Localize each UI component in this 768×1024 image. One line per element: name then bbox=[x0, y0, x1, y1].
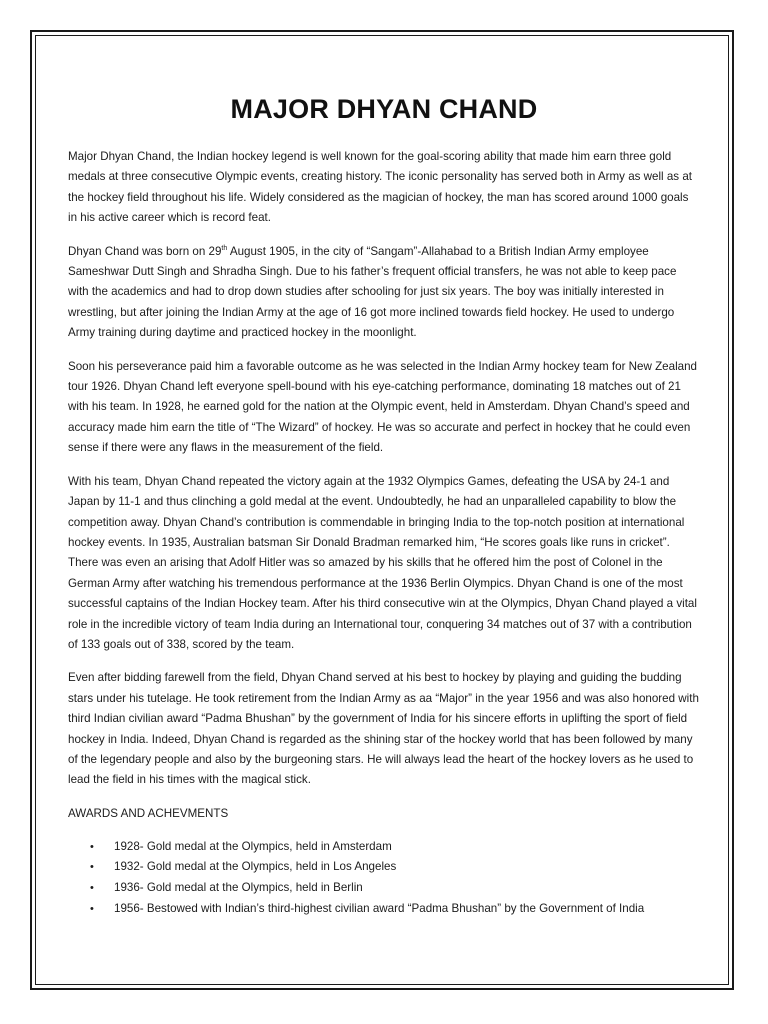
awards-heading: AWARDS AND ACHEVMENTS bbox=[68, 806, 229, 820]
award-text: 1936- Gold medal at the Olympics, held in Berlin bbox=[114, 880, 363, 894]
paragraph-intro: Major Dhyan Chand, the Indian hockey legend is well known for the goal-scoring ability that made him earn three gold medals at three consecutive Olympic events, creating history. The iconic personality has served both in Army as well as at the hockey field throughout his life. Widely considered as the magician of hockey, the man has scored around 1000 goals in his active career which is record feat. bbox=[68, 150, 692, 225]
paragraph-olympics: With his team, Dhyan Chand repeated the victory again at the 1932 Olympics Games, defeating the USA by 24-1 and Japan by 11-1 and thus clinching a gold medal at the event. Undoubtedly, he had an unparalleled capability to blow the competition away. Dhyan Chand’s contribution is commendable in bringing India to the top-notch position at international hockey events. In 1935, Australian batsman Sir Donald Bradman remarked him, “He scores goals like runs in cricket”. There was even an arising that Adolf Hitler was so amazed by his skills that he offered him the post of Colonel in the German Army after watching his tremendous performance at the 1936 Berlin Olympics. Dhyan Chand is one of the most successful captains of the Indian Hockey team. After his third consecutive win at the Olympics, Dhyan Chand played a vital role in the incredible victory of team India during an International tour, conquering 34 matches out of 37 with a contribution of 133 goals out of 338, scored by the team. bbox=[68, 474, 697, 651]
paragraph-early-life-start: Dhyan Chand was born on 29 bbox=[68, 244, 222, 258]
document-body bbox=[68, 94, 700, 919]
list-item bbox=[90, 878, 700, 899]
list-item bbox=[90, 837, 700, 858]
bullet-icon: • bbox=[90, 881, 94, 894]
paragraph-retirement: Even after bidding farewell from the field, Dhyan Chand served at his best to hockey by playing and guiding the budding stars under his tutelage. He took retirement from the Indian Army as aa “Major” in the year 1956 and was also honored with third Indian civilian award “Padma Bhushan” by the government of India for his sincere efforts in uplifting the sport of field hockey in India. Indeed, Dhyan Chand is regarded as the shining star of the hockey world that has been followed by many of the legendary people and also by the burgeoning stars. He will always lead the heart of the hockey lovers as he used to lead the field in his times with the magical stick. bbox=[68, 671, 699, 787]
awards-list bbox=[68, 837, 700, 919]
list-item bbox=[90, 899, 700, 920]
list-item bbox=[90, 857, 700, 878]
paragraph-early-life-rest: August 1905, in the city of “Sangam”-Allahabad to a British Indian Army employee Sameshwar Dutt Singh and Shradha Singh. Due to his father’s frequent official transfers, he was not able to keep pace with the academics and had to drop down studies after schooling for just six years. The boy was initially interested in wrestling, but after joining the Indian Army at the age of 16 got more inclined towards field hockey. He used to undergo Army training during daytime and practiced hockey in the moonlight. bbox=[68, 244, 677, 340]
bullet-icon: • bbox=[90, 902, 94, 915]
paragraph-early-life bbox=[68, 242, 700, 344]
award-text: 1956- Bestowed with Indian’s third-highest civilian award “Padma Bhushan” by the Government of India bbox=[114, 901, 645, 915]
bullet-icon: • bbox=[90, 861, 94, 874]
document-title: MAJOR DHYAN CHAND bbox=[230, 94, 538, 124]
award-text: 1928- Gold medal at the Olympics, held in Amsterdam bbox=[114, 839, 392, 853]
paragraph-career-start: Soon his perseverance paid him a favorable outcome as he was selected in the Indian Army hockey team for New Zealand tour 1926. Dhyan Chand left everyone spell-bound with his eye-catching performance, dominating 18 matches out of 21 with his team. In 1928, he earned gold for the nation at the Olympic event, held in Amsterdam. Dhyan Chand’s speed and accuracy made him earn the title of “The Wizard” of hockey. He was so accurate and perfect in hockey that he could even sense if there were any flaws in the measurement of the field. bbox=[68, 359, 697, 455]
ordinal-suffix: th bbox=[221, 244, 228, 252]
award-text: 1932- Gold medal at the Olympics, held in Los Angeles bbox=[114, 860, 397, 874]
bullet-icon: • bbox=[90, 840, 94, 853]
